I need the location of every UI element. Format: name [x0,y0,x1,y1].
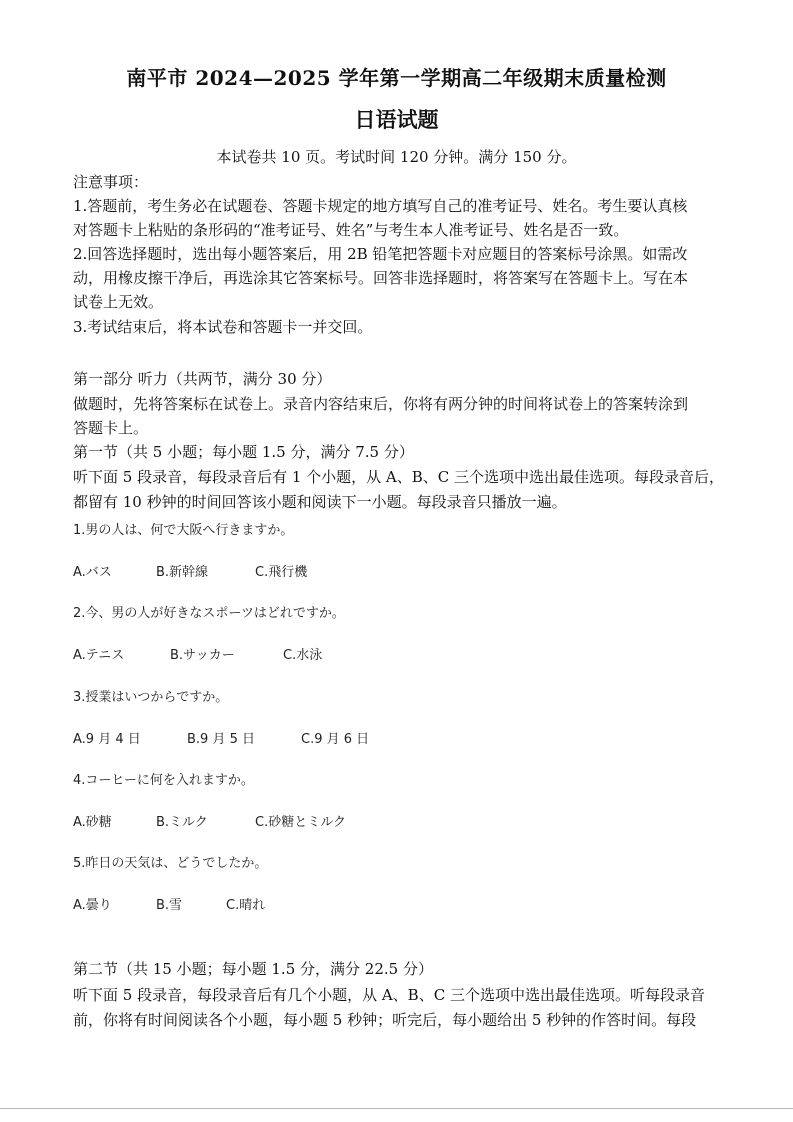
part1-intro-line: 做题时，先将答案标在试卷上。录音内容结束后，你将有两分钟的时间将试卷上的答案转涂到 [73,395,689,413]
question-5-option-a: A.曇り [73,898,112,913]
section2-intro-line: 听下面 5 段录音，每段录音后有几个小题，从 A、B、C 三个选项中选出最佳选项。听每段录音 [73,986,705,1004]
notes-heading: 注意事项： [73,173,149,191]
section2-intro-line: 前，你将有时间阅读各个小题，每小题 5 秒钟；听完后，每小题给出 5 秒钟的作答时间。每段 [73,1011,697,1029]
section2-heading: 第二节（共 15 小题；每小题 1.5 分，满分 22.5 分） [73,960,433,978]
part1-heading: 第一部分 听力（共两节，满分 30 分） [73,370,332,388]
question-2-option-b: B.サッカー [170,648,235,663]
notes-line: 动，用橡皮擦干净后，再选涂其它答案标号。回答非选择题时，将答案写在答题卡上。写在本 [73,269,689,287]
exam-subtitle: 日语试题 [354,107,439,132]
question-5-option-c: C.晴れ [226,898,266,913]
section1-intro-line: 都留有 10 秒钟的时间回答该小题和阅读下一小题。每段录音只播放一遍。 [73,493,567,511]
section1-heading: 第一节（共 5 小题；每小题 1.5 分，满分 7.5 分） [73,443,414,461]
question-4-option-c: C.砂糖とミルク [255,815,346,830]
question-2-option-a: A.テニス [73,648,125,663]
question-2: 2.今、男の人が好きなスポーツはどれですか。 [73,606,345,621]
question-4-option-b: B.ミルク [156,815,208,830]
notes-line: 对答题卡上粘贴的条形码的“准考证号、姓名”与考生本人准考证号、姓名是否一致。 [73,221,629,239]
notes-line: 2.回答选择题时，选出每小题答案后，用 2B 铅笔把答题卡对应题目的答案标号涂黑。如需改 [73,245,688,263]
question-4-option-a: A.砂糖 [73,815,112,830]
question-5: 5.昨日の天気は、どうでしたか。 [73,856,268,871]
question-1-option-b: B.新幹線 [156,565,209,580]
question-3: 3.授業はいつからですか。 [73,690,229,705]
question-1-option-a: A.バス [73,565,112,580]
question-1: 1.男の人は、何で大阪へ行きますか。 [73,523,294,538]
question-3-option-a: A.9 月 4 日 [73,732,141,747]
notes-line: 试卷上无效。 [73,293,164,311]
question-5-option-b: B.雪 [156,898,183,913]
question-1-option-c: C.飛行機 [255,565,308,580]
question-3-option-c: C.9 月 6 日 [301,732,370,747]
notes-line: 3.考试结束后，将本试卷和答题卡一并交回。 [73,318,373,336]
exam-info: 本试卷共 10 页。考试时间 120 分钟。满分 150 分。 [216,148,577,166]
part1-intro-line: 答题卡上。 [73,419,149,437]
exam-title: 南平市 2024—2025 学年第一学期高二年级期末质量检测 [126,66,667,90]
question-3-option-b: B.9 月 5 日 [187,732,255,747]
section1-intro-line: 听下面 5 段录音，每段录音后有 1 个小题，从 A、B、C 三个选项中选出最佳选项。每段录音后， [73,468,725,486]
page-bottom-divider [0,1108,793,1109]
notes-line: 1.答题前，考生务必在试题卷、答题卡规定的地方填写自己的准考证号、姓名。考生要认真核 [73,197,688,215]
question-2-option-c: C.水泳 [283,648,323,663]
question-4: 4.コーヒーに何を入れますか。 [73,773,254,788]
